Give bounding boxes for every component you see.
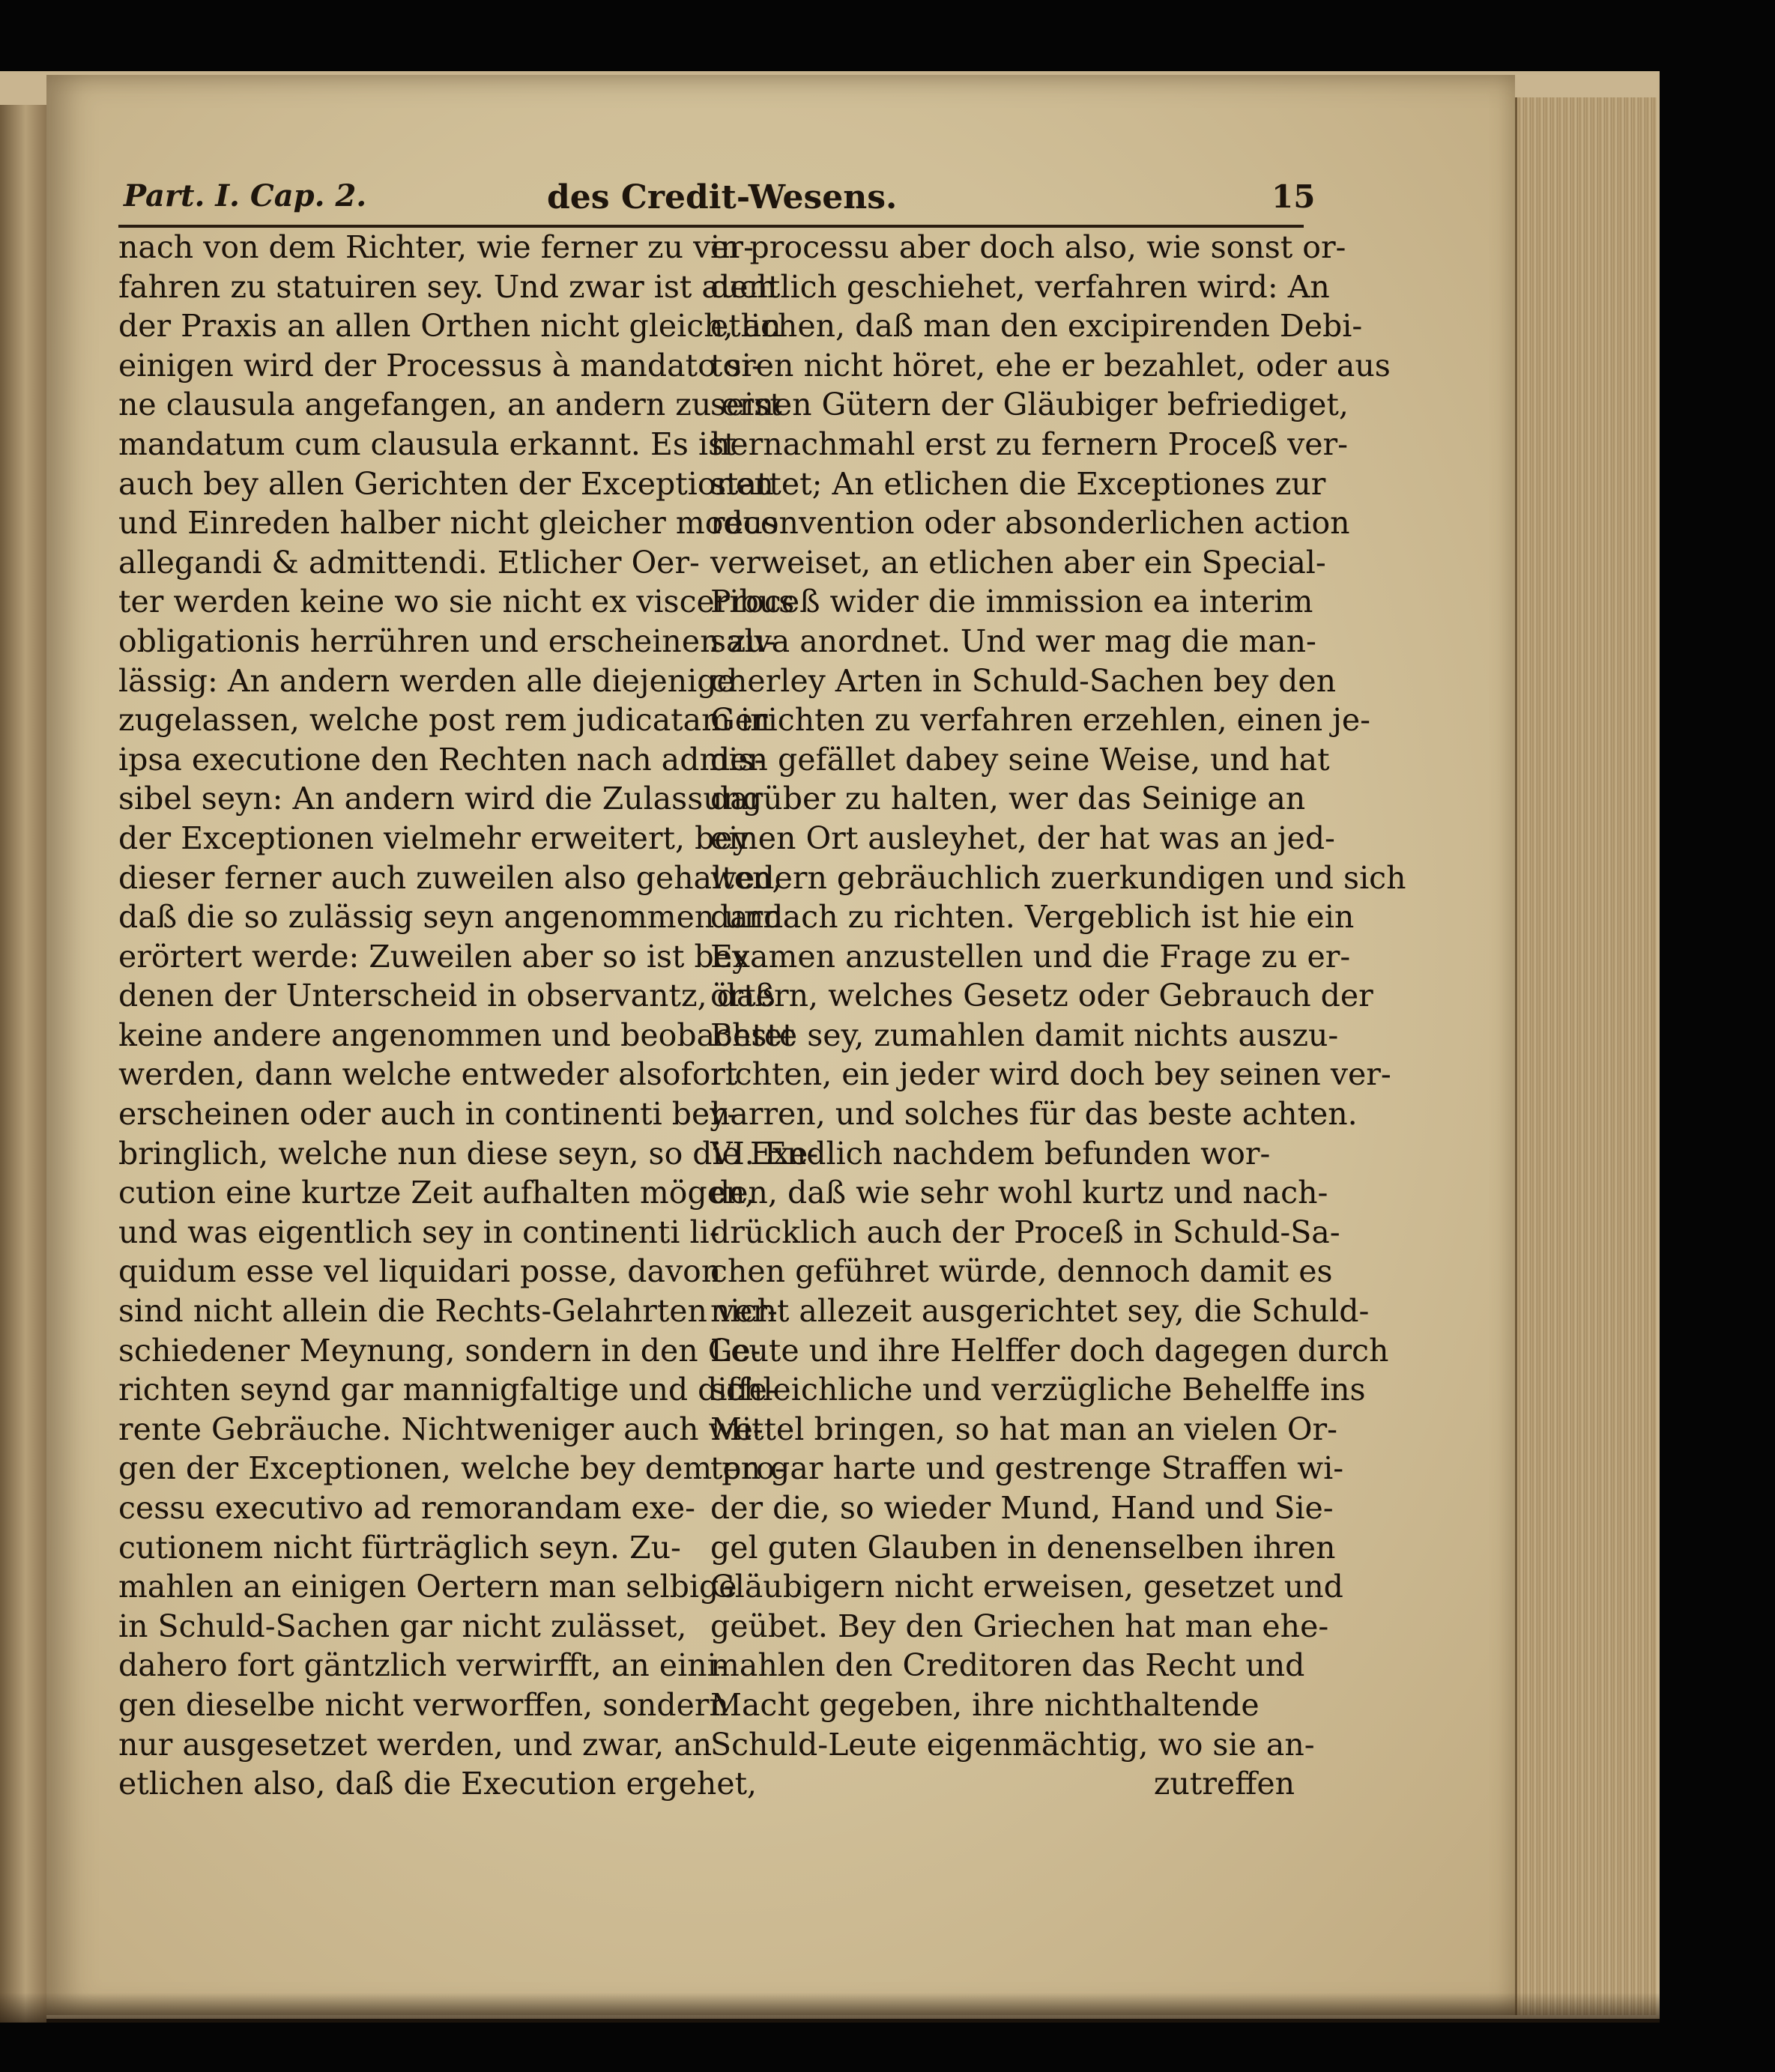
- text-line: cessu executivo ad remorandam exe-: [118, 1490, 695, 1526]
- text-line: Leute und ihre Helffer doch dagegen durch: [710, 1332, 1389, 1369]
- text-line: Gläubigern nicht erweisen, gesetzet und: [710, 1569, 1343, 1605]
- text-line: geübet. Bey den Griechen hat man ehe-: [710, 1608, 1329, 1644]
- text-line: fahren zu statuiren sey. Und zwar ist auch: [118, 268, 777, 305]
- text-line: den gefället dabey seine Weise, und hat: [710, 741, 1330, 778]
- text-line: dahero fort gäntzlich verwirfft, an eini-: [118, 1647, 728, 1684]
- text-line: nur ausgesetzet werden, und zwar, an: [118, 1726, 713, 1763]
- text-line: VI. Endlich nachdem befunden wor-: [710, 1135, 1271, 1172]
- text-line: gen der Exceptionen, welche bey dem pro-: [118, 1450, 785, 1487]
- text-line: einen Ort ausleyhet, der hat was an jed-: [710, 820, 1335, 856]
- text-line: obligationis herrühren und erscheinen zu-: [118, 622, 776, 659]
- text-line: sibel seyn: An andern wird die Zulassung: [118, 781, 763, 817]
- text-line: ter werden keine wo sie nicht ex visceribus: [118, 584, 795, 620]
- text-line: erscheinen oder auch in continenti bey-: [118, 1096, 738, 1133]
- text-line: zugelassen, welche post rem judicatam in: [118, 702, 770, 739]
- text-line: lässig: An andern werden alle diejenige: [118, 662, 735, 699]
- running-header-title: des Credit-Wesens.: [547, 178, 898, 216]
- previous-page-edge: [0, 105, 46, 2023]
- text-line: erörtert werde: Zuweilen aber so ist bey: [118, 938, 750, 975]
- text-line: mahlen den Creditoren das Recht und: [710, 1647, 1305, 1684]
- text-line: nach von dem Richter, wie ferner zu ver-: [118, 229, 754, 265]
- page-stack-edge: [1515, 97, 1657, 2015]
- text-line: etlichen also, daß die Execution ergehet,: [118, 1766, 758, 1802]
- text-line: gen dieselbe nicht verworffen, sondern: [118, 1686, 729, 1723]
- text-line: bringlich, welche nun diese seyn, so die Exe-: [118, 1135, 819, 1172]
- text-line: darüber zu halten, wer das Seinige an: [710, 781, 1306, 817]
- text-line: und was eigentlich sey in continenti li-: [118, 1214, 720, 1250]
- text-line: darnach zu richten. Vergeblich ist hie ein: [710, 899, 1355, 936]
- text-line: nicht allezeit ausgerichtet sey, die Schuld-: [710, 1293, 1370, 1330]
- text-line: harren, und solches für das beste achten.: [710, 1096, 1358, 1133]
- text-line: drücklich auch der Proceß in Schuld-Sa-: [710, 1214, 1340, 1250]
- text-line: seinen Gütern der Gläubiger befriediget,: [710, 387, 1349, 423]
- text-line: salva anordnet. Und wer mag die man-: [710, 622, 1316, 659]
- text-line: Mittel bringen, so hat man an vielen Or-: [710, 1411, 1337, 1447]
- text-line: etlichen, daß man den excipirenden Debi-: [710, 308, 1363, 345]
- page-number: 15: [1271, 178, 1316, 215]
- text-line: rente Gebräuche. Nichtweniger auch we-: [118, 1411, 763, 1447]
- text-line: mahlen an einigen Oertern man selbige: [118, 1569, 737, 1605]
- text-line: der Exceptionen vielmehr erweitert, bey: [118, 820, 750, 856]
- right-text-column: [710, 228, 1406, 1804]
- text-line: ten gar harte und gestrenge Straffen wi-: [710, 1450, 1344, 1487]
- text-line: Examen anzustellen und die Frage zu er-: [710, 938, 1351, 975]
- running-header: [124, 174, 1316, 223]
- text-line: Gerichten zu verfahren erzehlen, einen je-: [710, 702, 1370, 739]
- text-line: dieser ferner auch zuweilen also gehalten,: [118, 859, 782, 896]
- text-line: einigen wird der Processus à mandato si-: [118, 347, 762, 384]
- left-text-column: [118, 228, 819, 1804]
- text-line: chen geführet würde, dennoch damit es: [710, 1253, 1333, 1290]
- text-line: schleichliche und verzügliche Behelffe ins: [710, 1372, 1366, 1408]
- text-line: gel guten Glauben in denenselben ihren: [710, 1529, 1336, 1566]
- text-line: allegandi & admittendi. Etlicher Oer-: [118, 544, 700, 581]
- text-line: Schuld-Leute eigenmächtig, wo sie an-: [710, 1726, 1315, 1763]
- text-line: hernachmahl erst zu fernern Proceß ver-: [710, 425, 1348, 462]
- text-line: Beste sey, zumahlen damit nichts auszu-: [710, 1017, 1339, 1053]
- text-line: werden, dann welche entweder alsofort: [118, 1056, 738, 1093]
- text-line: Proceß wider die immission ea interim: [710, 584, 1313, 620]
- text-line: der Praxis an allen Orthen nicht gleich, an: [118, 308, 781, 345]
- book-bottom-shadow: [0, 1993, 1660, 2023]
- text-line: denen der Unterscheid in observantz, daß: [118, 978, 775, 1014]
- text-line: keine andere angenommen und beobachtet: [118, 1017, 795, 1053]
- text-line: dentlich geschiehet, verfahren wird: An: [710, 268, 1330, 305]
- text-line: mandatum cum clausula erkannt. Es ist: [118, 425, 737, 462]
- text-line: auch bey allen Gerichten der Exceptionen: [118, 465, 774, 502]
- text-line: richten seynd gar mannigfaltige und diffe-: [118, 1372, 778, 1408]
- text-line: sind nicht allein die Rechts-Gelahrten ver-: [118, 1293, 778, 1330]
- text-line: wedern gebräuchlich zuerkundigen und sich: [710, 859, 1406, 896]
- running-header-part: Part. I. Cap. 2.: [124, 178, 367, 213]
- text-line: verweiset, an etlichen aber ein Special-: [710, 544, 1326, 581]
- text-line: ipsa executione den Rechten nach admis-: [118, 741, 765, 778]
- text-line: der die, so wieder Mund, Hand und Sie-: [710, 1490, 1334, 1526]
- text-line: richten, ein jeder wird doch bey seinen ver-: [710, 1056, 1391, 1093]
- text-line: reconvention oder absonderlichen action: [710, 505, 1350, 542]
- text-line: in processu aber doch also, wie sonst or-: [710, 229, 1346, 265]
- text-line: cutionem nicht fürträglich seyn. Zu-: [118, 1529, 681, 1566]
- text-line: den, daß wie sehr wohl kurtz und nach-: [710, 1175, 1328, 1211]
- text-line: toren nicht höret, ehe er bezahlet, oder aus: [710, 347, 1391, 384]
- text-line: schiedener Meynung, sondern in den Ge-: [118, 1332, 761, 1369]
- text-line: ne clausula angefangen, an andern zu erst: [118, 387, 782, 423]
- text-line: daß die so zulässig seyn angenommen und: [118, 899, 784, 936]
- catchword: zutreffen: [1153, 1766, 1295, 1802]
- text-line: Macht gegeben, ihre nichthaltende: [710, 1686, 1260, 1723]
- text-line: quidum esse vel liquidari posse, davon: [118, 1253, 722, 1290]
- text-line: cution eine kurtze Zeit aufhalten mögen,: [118, 1175, 755, 1211]
- text-line: und Einreden halber nicht gleicher modus: [118, 505, 779, 542]
- text-line: in Schuld-Sachen gar nicht zulässet,: [118, 1608, 687, 1644]
- text-line: örtern, welches Gesetz oder Gebrauch der: [710, 978, 1373, 1014]
- text-line: stattet; An etlichen die Exceptiones zur: [710, 465, 1326, 502]
- text-line: cherley Arten in Schuld-Sachen bey den: [710, 662, 1337, 699]
